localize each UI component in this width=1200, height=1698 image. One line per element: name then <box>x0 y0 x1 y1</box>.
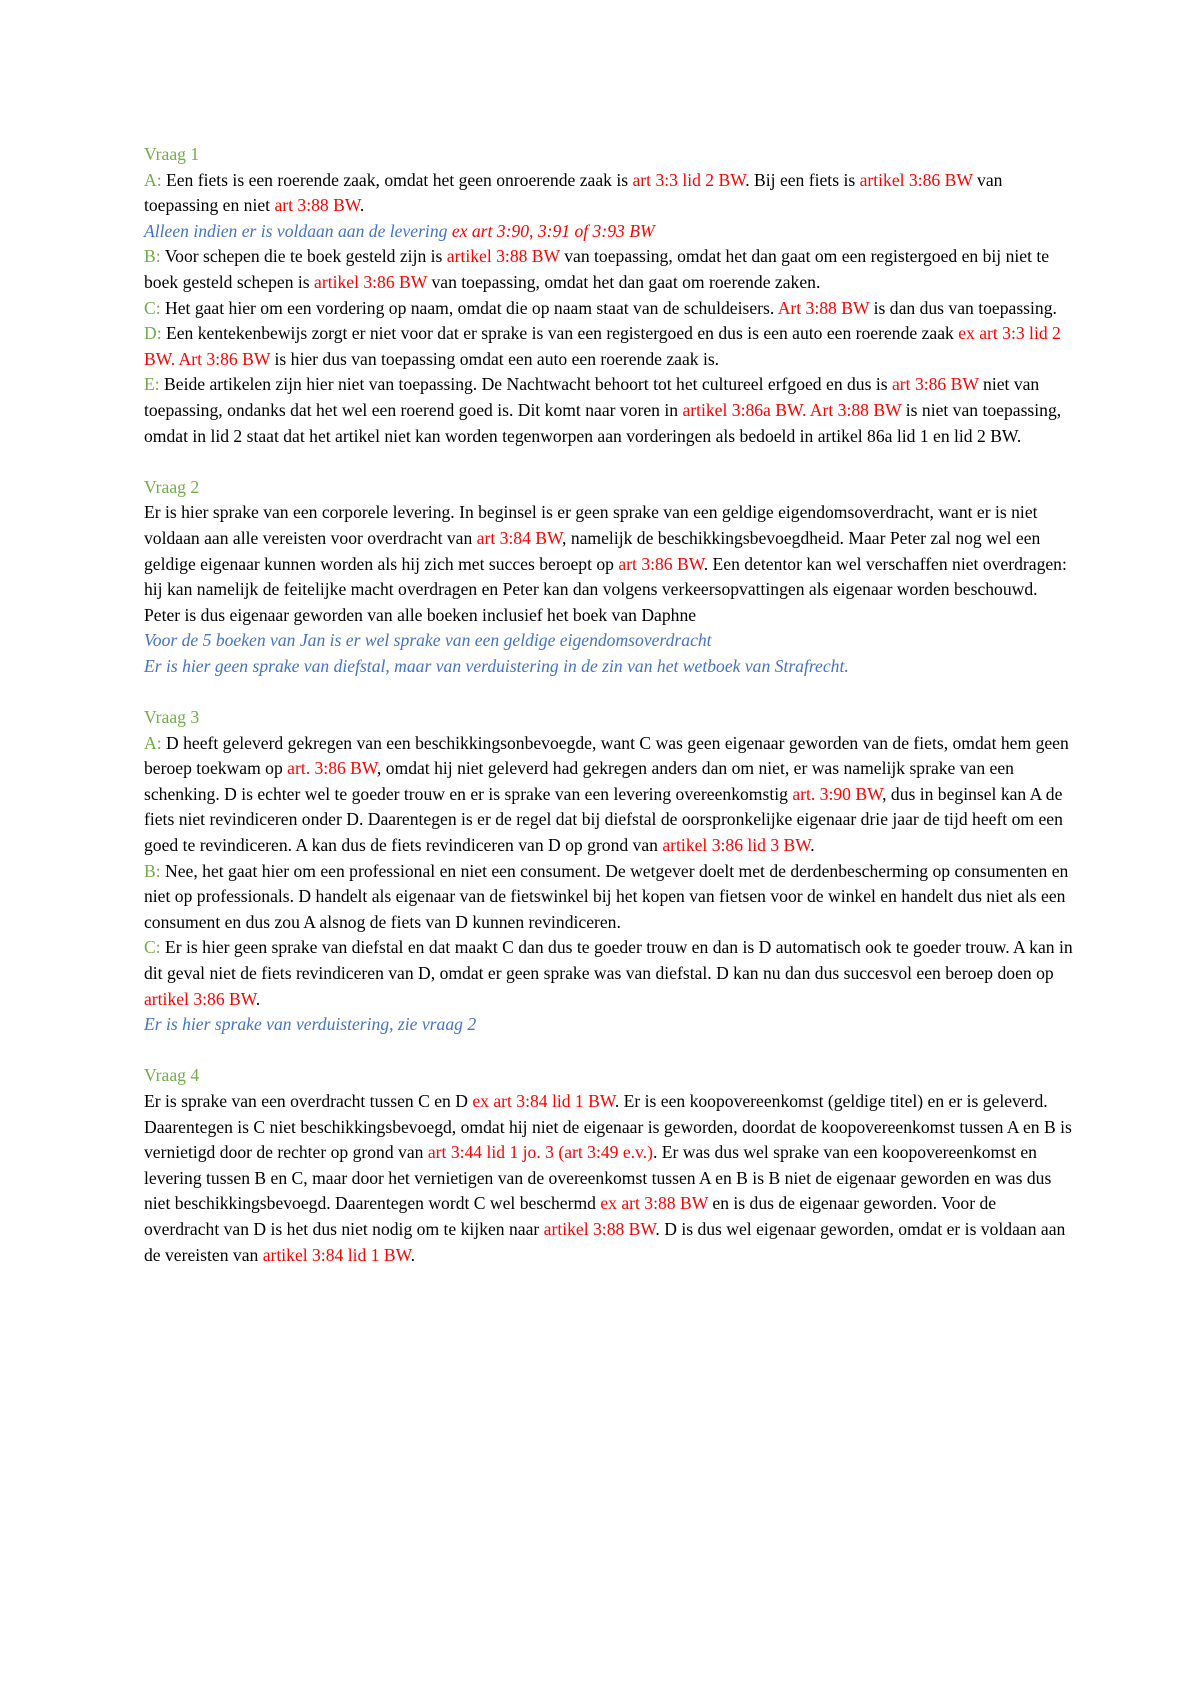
answer-paragraph <box>144 296 1074 322</box>
text-segment: niet van toepassing, ondanks dat het wel een roerend goed is. Dit komt naar voren in <box>144 374 1040 420</box>
text-segment: Er is hier geen sprake van diefstal en dat maakt C dan dus te goeder trouw en dan is D automatisch ook te goeder trouw. A kan in dit geval niet de fiets revindiceren van D, omdat er geen sprake was van diefstal. D kan nu dan dus succesvol een beroep doen op <box>144 937 1073 983</box>
law-reference: art 3:44 lid 1 jo. 3 (art 3:49 e.v.) <box>427 1142 653 1163</box>
text-segment: Voor schepen die te boek gesteld zijn is <box>160 246 447 267</box>
answer-label: B: <box>144 246 161 267</box>
text-segment: . D is dus wel eigenaar geworden, omdat er is voldaan aan de vereisten van <box>144 1218 1066 1265</box>
answer-paragraph <box>144 603 1074 629</box>
question-heading: Vraag 2 <box>144 476 200 497</box>
text-segment: . Bij een fiets is <box>745 169 860 190</box>
answer-label: E: <box>144 374 160 395</box>
answer-paragraph <box>144 372 1074 449</box>
law-reference: art 3:84 BW <box>476 527 563 548</box>
answer-label: A: <box>144 169 162 190</box>
section-spacer <box>144 679 1074 705</box>
text-segment: , dus in beginsel kan A de fiets niet revindiceren onder D. Daarentegen is er de regel dat bij diefstal de oorspronkelijke eigenaar drie jaar de tijd heeft om een goed te revindiceren. A kan dus de fiets revindiceren van D op grond van <box>144 783 1063 856</box>
answer-paragraph <box>144 321 1074 372</box>
law-reference: artikel 3:84 lid 1 BW <box>262 1244 411 1265</box>
law-reference: art 3:88 BW <box>274 195 360 216</box>
text-segment: . Er is een koopovereenkomst (geldige titel) en er is geleverd. Daarentegen is C niet beschikkingsbevoegd, omdat hij niet de eigenaar is geworden, doordat de koopovereenkomst tussen A en B is vernietigd door de rechter op grond van <box>144 1090 1072 1163</box>
answer-label: A: <box>144 732 162 753</box>
text-segment: Er is hier geen sprake van diefstal, maar van verduistering in de zin van het wetboek van Strafrecht. <box>144 655 849 676</box>
text-segment: Beide artikelen zijn hier niet van toepassing. De Nachtwacht behoort tot het cultureel erfgoed en dus is <box>159 374 892 395</box>
question-section <box>144 705 1074 1038</box>
text-segment: van toepassing, omdat het dan gaat om roerende zaken. <box>427 271 821 292</box>
text-segment: Een kentekenbewijs zorgt er niet voor dat er sprake is van een registergoed en dus is een auto een roerende zaak <box>161 323 959 344</box>
text-segment: Het gaat hier om een vordering op naam, omdat die op naam staat van de schuldeisers. <box>160 297 778 318</box>
text-segment: . <box>410 1244 416 1265</box>
text-segment: is dan dus van toepassing. <box>869 297 1057 318</box>
law-reference: artikel 3:86 BW <box>144 988 256 1009</box>
question-heading: Vraag 4 <box>144 1065 200 1086</box>
law-reference: artikel 3:86 lid 3 BW <box>662 835 811 856</box>
answer-paragraph <box>144 731 1074 859</box>
answer-paragraph <box>144 500 1074 602</box>
answer-paragraph <box>144 859 1074 936</box>
answer-label: C: <box>144 937 161 958</box>
text-segment: . <box>255 988 261 1009</box>
text-segment: . <box>810 835 815 856</box>
law-reference: artikel 3:86 BW <box>314 271 428 292</box>
text-segment: Voor de 5 boeken van Jan is er wel sprake van een geldige eigendomsoverdracht <box>144 630 712 651</box>
annotation-note <box>144 1012 1074 1038</box>
text-segment: D heeft geleverd gekregen van een beschikkingsonbevoegde, want C was geen eigenaar geworden van de fiets, omdat hem geen beroep toekwam op <box>144 732 1069 779</box>
text-segment: van toepassing, omdat het dan gaat om een registergoed en bij niet te boek gesteld schepen is <box>144 246 1050 292</box>
law-reference: ex art 3:90, 3:91 of 3:93 BW <box>451 220 655 241</box>
text-segment: Een fiets is een roerende zaak, omdat het geen onroerende zaak is <box>161 169 633 190</box>
law-reference: artikel 3:86a BW. Art 3:88 BW <box>682 399 902 420</box>
question-section <box>144 1063 1074 1268</box>
law-reference: artikel 3:88 BW <box>446 246 560 267</box>
text-segment: . Er was dus wel sprake van een koopovereenkomst en levering tussen B en C, maar door het vernietigen van de overeenkomst tussen A en B is B niet de eigenaar geworden en was dus niet beschikkingsbevoegd. Daarentegen wordt C wel beschermd <box>144 1142 1052 1214</box>
law-reference: ex art 3:3 lid 2 BW. Art 3:86 BW <box>144 323 1061 369</box>
text-segment: , namelijk de beschikkingsbevoegdheid. Maar Peter zal nog wel een geldige eigenaar kunnen worden als hij zich met succes beroept op <box>144 527 1041 574</box>
text-segment: . Een detentor kan wel verschaffen niet overdragen: hij kan namelijk de feitelijke macht overdragen en Peter kan dan volgens verkeersopvattingen als eigenaar worden beschouwd. <box>144 553 1067 600</box>
answer-paragraph <box>144 935 1074 1012</box>
law-reference: art 3:86 BW <box>618 553 704 574</box>
text-segment: , omdat hij niet geleverd had gekregen anders dan om niet, er was namelijk sprake van een schenking. D is echter wel te goeder trouw en er is sprake van een levering overeenkomstig <box>144 758 1014 804</box>
text-segment: van toepassing en niet <box>144 169 1003 216</box>
question-section <box>144 142 1074 449</box>
law-reference: ex art 3:84 lid 1 BW <box>472 1090 615 1111</box>
law-reference: art. 3:90 BW <box>792 783 883 804</box>
annotation-note <box>144 628 1074 654</box>
answer-paragraph <box>144 168 1074 219</box>
question-heading: Vraag 1 <box>144 144 200 164</box>
answer-label: B: <box>144 860 161 881</box>
text-segment: Peter is dus eigenaar geworden van alle boeken inclusief het boek van Daphne <box>144 604 697 625</box>
text-segment: en is dus de eigenaar geworden. Voor de overdracht van D is het dus niet nodig om te kijken naar <box>144 1193 997 1239</box>
text-segment: Alleen indien er is voldaan aan de levering <box>144 220 452 241</box>
law-reference: artikel 3:88 BW <box>543 1218 656 1239</box>
law-reference: artikel 3:86 BW <box>859 169 973 190</box>
text-segment: is niet van toepassing, omdat in lid 2 staat dat het artikel niet kan worden tegenworpen aan vorderingen als bedoeld in artikel 86a lid 1 en lid 2 BW. <box>144 399 1062 446</box>
document-body <box>144 142 1074 1268</box>
answer-paragraph <box>144 1089 1074 1268</box>
law-reference: Art 3:88 BW <box>777 297 870 318</box>
section-spacer <box>144 449 1074 475</box>
law-reference: art 3:86 BW <box>891 374 979 395</box>
law-reference: ex art 3:88 BW <box>600 1193 708 1214</box>
text-segment: . <box>359 195 365 216</box>
answer-label: C: <box>144 297 161 318</box>
annotation-note <box>144 219 1074 245</box>
question-heading: Vraag 3 <box>144 707 200 728</box>
law-reference: art. 3:86 BW <box>287 758 377 779</box>
question-section <box>144 475 1074 680</box>
answer-label: D: <box>144 323 162 344</box>
text-segment: Nee, het gaat hier om een professional en niet een consument. De wetgever doelt met de derdenbescherming op consumenten en niet op professionals. D handelt als eigenaar van de fietswinkel bij het kopen van fietsen voor de winkel en handelt dus niet als een consument en dus zou A alsnog de fiets van D kunnen revindiceren. <box>144 860 1069 932</box>
section-spacer <box>144 1038 1074 1064</box>
answer-paragraph <box>144 244 1074 295</box>
text-segment: Er is sprake van een overdracht tussen C en D <box>144 1090 473 1111</box>
text-segment: is hier dus van toepassing omdat een auto een roerende zaak is. <box>270 348 720 369</box>
text-segment: Er is hier sprake van verduistering, zie vraag 2 <box>144 1014 477 1035</box>
law-reference: art 3:3 lid 2 BW <box>632 169 746 190</box>
annotation-note <box>144 654 1074 680</box>
text-segment: Er is hier sprake van een corporele levering. In beginsel is er geen sprake van een geldige eigendomsoverdracht, want er is niet voldaan aan alle vereisten voor overdracht van <box>144 502 1038 548</box>
